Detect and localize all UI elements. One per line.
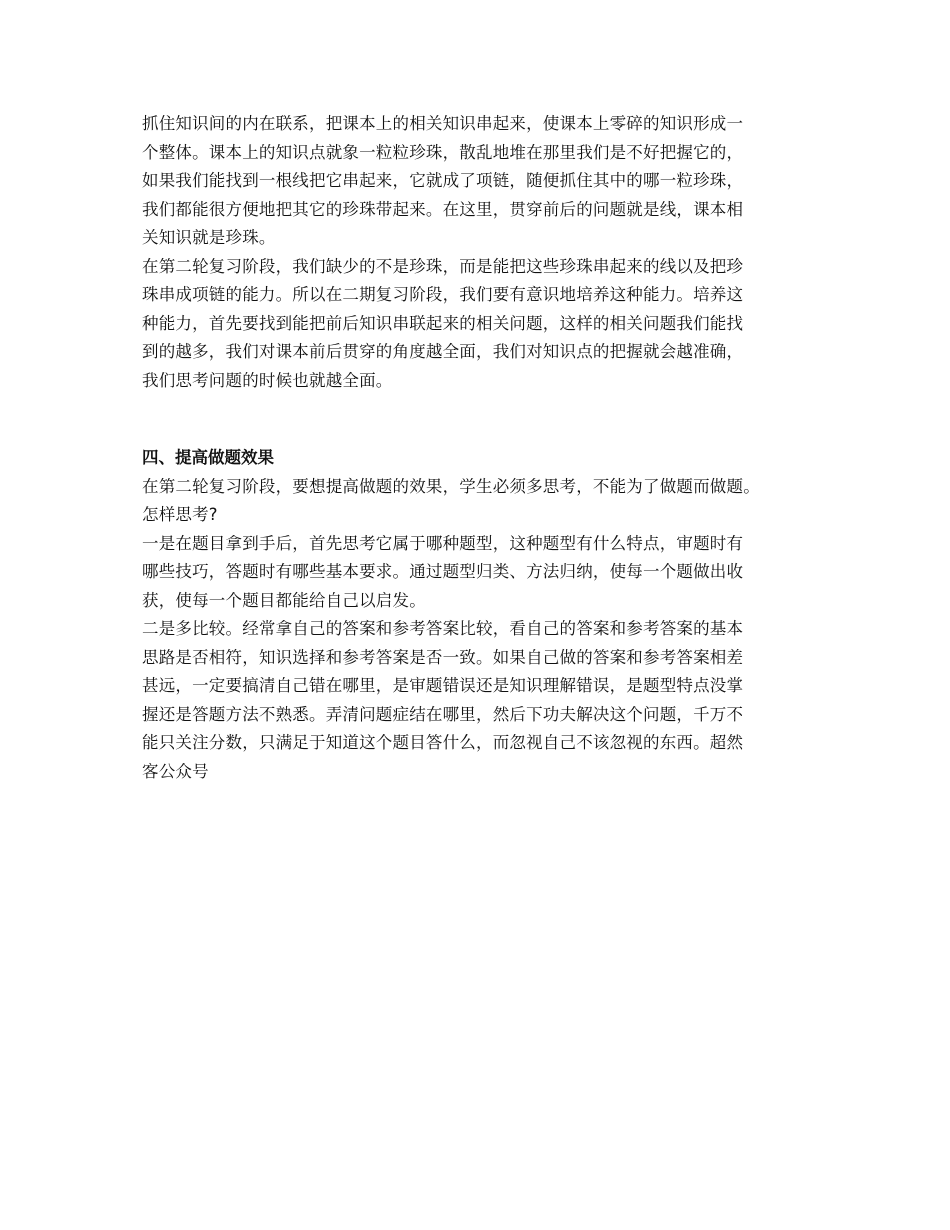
section-spacer [142,395,832,444]
text-line: 客公众号 [142,761,209,781]
paragraph-point-one [142,530,832,616]
text-line: 在第二轮复习阶段，我们缺少的不是珍珠，而是能把这些珍珠串起来的线以及把珍 [142,256,744,276]
text-line: 珠串成项链的能力。所以在二期复习阶段，我们要有意识地培养这种能力。培养这 [142,285,744,304]
document-page [142,110,832,786]
text-line: 个整体。课本上的知识点就象一粒粒珍珠，散乱地堆在那里我们是不好把握它的， [142,142,744,162]
text-line: 在第二轮复习阶段，要想提高做题的效果，学生必须多思考，不能为了做题而做题。 [142,476,760,496]
text-line: 怎样思考? [142,505,218,524]
text-line: 种能力，首先要找到能把前后知识串联起来的相关问题，这样的相关问题我们能找 [142,313,744,333]
paragraph-point-two [142,615,832,786]
text-line: 甚远，一定要搞清自己错在哪里，是审题错误还是知识理解错误，是题型特点没掌 [142,676,744,695]
text-line: 我们思考问题的时候也就越全面。 [142,370,393,390]
text-line: 关知识就是珍珠。 [142,228,276,247]
text-line: 如果我们能找到一根线把它串起来，它就成了项链，随便抓住其中的哪一粒珍珠， [142,171,744,190]
text-line: 获，使每一个题目都能给自己以启发。 [142,590,426,610]
text-line: 思路是否相符，知识选择和参考答案是否一致。如果自己做的答案和参考答案相差 [142,647,744,667]
paragraph-thinking-intro [142,473,832,530]
text-line: 我们都能很方便地把其它的珍珠带起来。在这里，贯穿前后的问题就是线，课本相 [142,199,744,219]
paragraph-second-round-review [142,253,832,396]
text-line: 到的越多，我们对课本前后贯穿的角度越全面，我们对知识点的把握就会越准确， [142,342,744,361]
section-heading: 四、提高做题效果 [142,448,274,467]
text-line: 抓住知识间的内在联系，把课本上的相关知识串起来，使课本上零碎的知识形成一 [142,114,744,133]
text-line: 一是在题目拿到手后，首先思考它属于哪种题型，这种题型有什么特点，审题时有 [142,533,744,553]
text-line: 握还是答题方法不熟悉。弄清问题症结在哪里，然后下功夫解决这个问题，千万不 [142,704,744,724]
text-line: 二是多比较。经常拿自己的答案和参考答案比较，看自己的答案和参考答案的基本 [142,619,744,638]
text-line: 哪些技巧，答题时有哪些基本要求。通过题型归类、方法归纳，使每一个题做出收 [142,562,744,581]
paragraph-knowledge-linking [142,110,832,253]
text-line: 能只关注分数，只满足于知道这个题目答什么，而忽视自己不该忽视的东西。超然 [142,733,744,752]
